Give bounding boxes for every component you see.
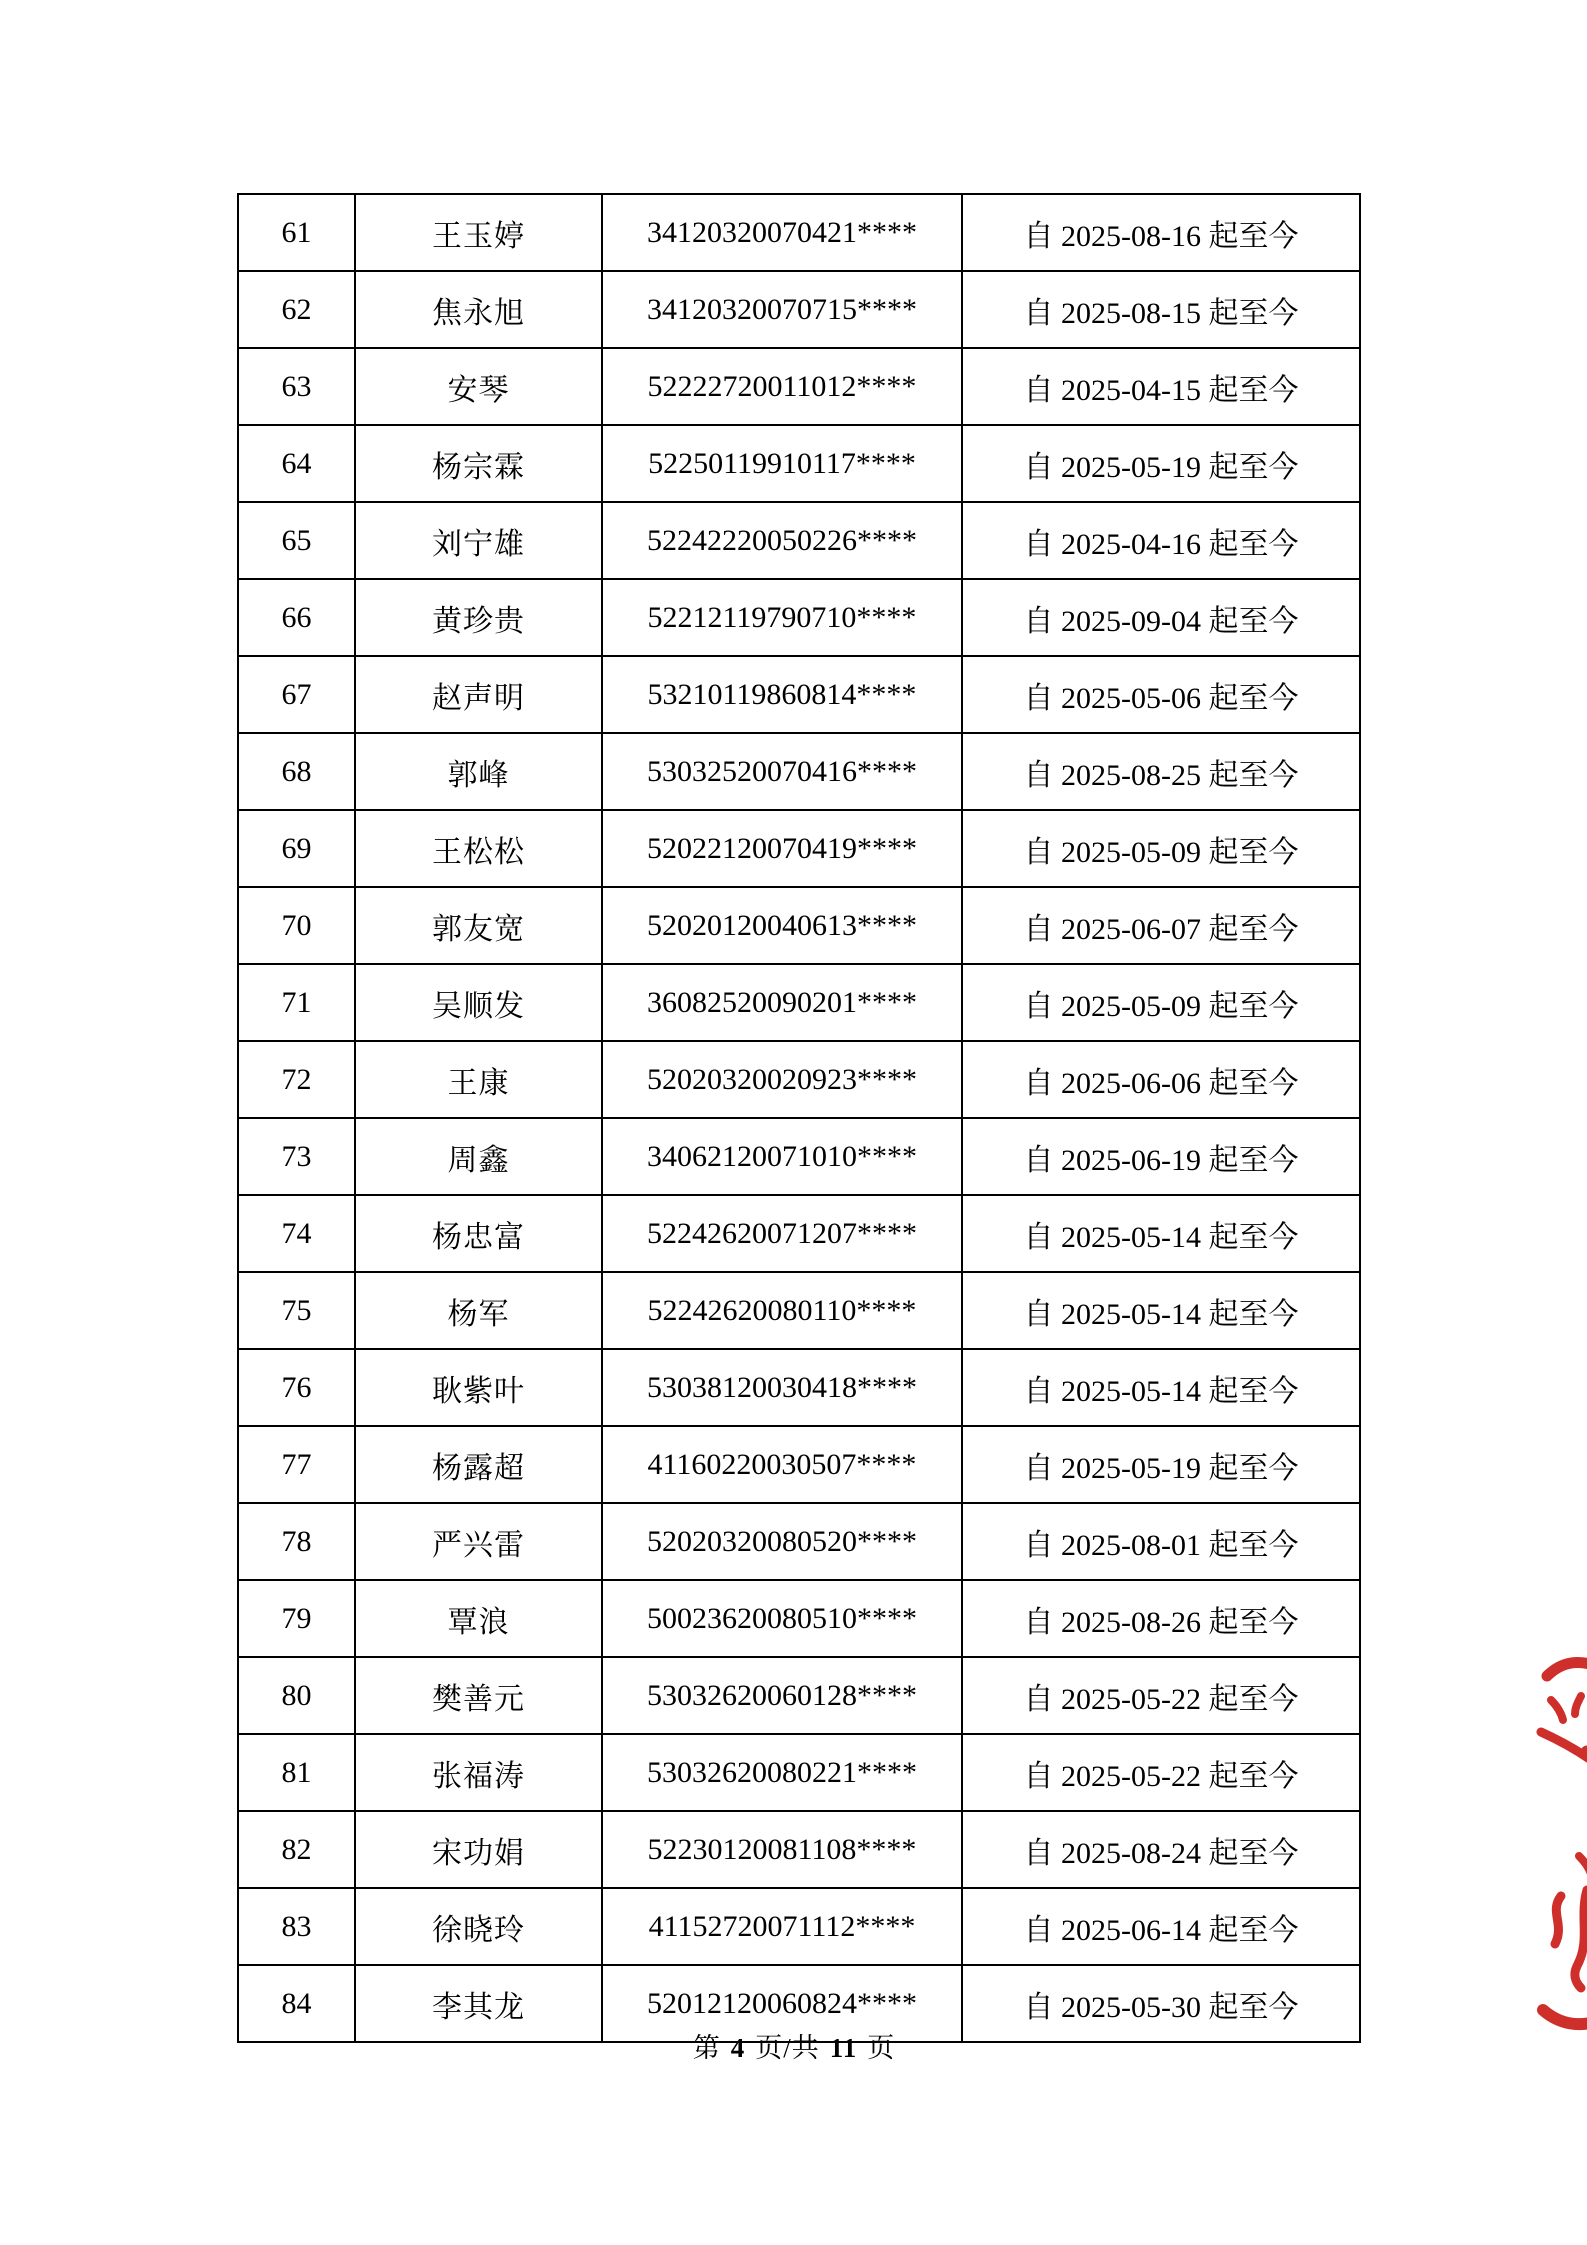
table-row — [238, 1349, 1360, 1426]
footer-page-number: 4 — [730, 2033, 746, 2063]
id-number-cell: 34062120071010**** — [602, 1118, 962, 1195]
row-number-cell: 67 — [238, 656, 355, 733]
seal-stroke — [1551, 1700, 1563, 1720]
table-row — [238, 502, 1360, 579]
table-row — [238, 1195, 1360, 1272]
name-cell: 王松松 — [355, 810, 602, 887]
id-number-cell: 52022120070419**** — [602, 810, 962, 887]
id-number-cell: 34120320070421**** — [602, 194, 962, 271]
row-number-cell: 80 — [238, 1657, 355, 1734]
table-row — [238, 1503, 1360, 1580]
id-number-cell: 53038120030418**** — [602, 1349, 962, 1426]
table-row — [238, 1272, 1360, 1349]
period-cell: 自 2025-06-06 起至今 — [962, 1041, 1360, 1118]
period-cell: 自 2025-05-19 起至今 — [962, 425, 1360, 502]
name-cell: 王康 — [355, 1041, 602, 1118]
table-row — [238, 1888, 1360, 1965]
period-cell: 自 2025-05-14 起至今 — [962, 1195, 1360, 1272]
id-number-cell: 53032620060128**** — [602, 1657, 962, 1734]
page-footer — [237, 2026, 1351, 2065]
id-number-cell: 52250119910117**** — [602, 425, 962, 502]
id-number-cell: 52020120040613**** — [602, 887, 962, 964]
name-cell: 杨军 — [355, 1272, 602, 1349]
seal-stroke — [1555, 1896, 1561, 1944]
period-cell: 自 2025-06-07 起至今 — [962, 887, 1360, 964]
table-row — [238, 1041, 1360, 1118]
id-number-cell: 34120320070715**** — [602, 271, 962, 348]
name-cell: 杨露超 — [355, 1426, 602, 1503]
name-cell: 杨宗霖 — [355, 425, 602, 502]
row-number-cell: 69 — [238, 810, 355, 887]
period-cell: 自 2025-05-14 起至今 — [962, 1272, 1360, 1349]
id-number-cell: 52012120060824**** — [602, 1965, 962, 2042]
table-row — [238, 425, 1360, 502]
table-row — [238, 733, 1360, 810]
row-number-cell: 71 — [238, 964, 355, 1041]
row-number-cell: 65 — [238, 502, 355, 579]
name-cell: 郭峰 — [355, 733, 602, 810]
row-number-cell: 78 — [238, 1503, 355, 1580]
id-number-cell: 52242620071207**** — [602, 1195, 962, 1272]
id-number-cell: 52020320020923**** — [602, 1041, 962, 1118]
row-number-cell: 81 — [238, 1734, 355, 1811]
footer-separator: 页/共 — [755, 2033, 820, 2063]
name-cell: 郭友宽 — [355, 887, 602, 964]
table-row — [238, 887, 1360, 964]
name-cell: 焦永旭 — [355, 271, 602, 348]
name-cell: 李其龙 — [355, 1965, 602, 2042]
seal-stroke — [1543, 2010, 1587, 2024]
name-cell: 张福涛 — [355, 1734, 602, 1811]
row-number-cell: 62 — [238, 271, 355, 348]
name-cell: 樊善元 — [355, 1657, 602, 1734]
id-number-cell: 52242220050226**** — [602, 502, 962, 579]
table-row — [238, 656, 1360, 733]
name-cell: 周鑫 — [355, 1118, 602, 1195]
table-row — [238, 194, 1360, 271]
footer-prefix: 第 — [692, 2033, 721, 2063]
row-number-cell: 64 — [238, 425, 355, 502]
period-cell: 自 2025-05-22 起至今 — [962, 1734, 1360, 1811]
id-number-cell: 36082520090201**** — [602, 964, 962, 1041]
period-cell: 自 2025-05-19 起至今 — [962, 1426, 1360, 1503]
name-cell: 覃浪 — [355, 1580, 602, 1657]
name-cell: 安琴 — [355, 348, 602, 425]
id-number-cell: 53032520070416**** — [602, 733, 962, 810]
red-seal-fragment-icon — [1535, 1648, 1587, 2048]
roster-body — [238, 194, 1360, 2042]
name-cell: 杨忠富 — [355, 1195, 602, 1272]
name-cell: 吴顺发 — [355, 964, 602, 1041]
table-row — [238, 1657, 1360, 1734]
period-cell: 自 2025-04-16 起至今 — [962, 502, 1360, 579]
period-cell: 自 2025-05-22 起至今 — [962, 1657, 1360, 1734]
roster-table — [237, 193, 1361, 2043]
period-cell: 自 2025-08-24 起至今 — [962, 1811, 1360, 1888]
row-number-cell: 61 — [238, 194, 355, 271]
table-row — [238, 964, 1360, 1041]
row-number-cell: 63 — [238, 348, 355, 425]
period-cell: 自 2025-05-30 起至今 — [962, 1965, 1360, 2042]
footer-suffix: 页 — [867, 2033, 896, 2063]
name-cell: 宋功娟 — [355, 1811, 602, 1888]
row-number-cell: 79 — [238, 1580, 355, 1657]
name-cell: 赵声明 — [355, 656, 602, 733]
footer-total-pages: 11 — [829, 2033, 858, 2063]
period-cell: 自 2025-08-25 起至今 — [962, 733, 1360, 810]
period-cell: 自 2025-04-15 起至今 — [962, 348, 1360, 425]
row-number-cell: 76 — [238, 1349, 355, 1426]
period-cell: 自 2025-08-15 起至今 — [962, 271, 1360, 348]
id-number-cell: 53210119860814**** — [602, 656, 962, 733]
period-cell: 自 2025-08-26 起至今 — [962, 1580, 1360, 1657]
seal-stroke — [1579, 1856, 1587, 1874]
row-number-cell: 70 — [238, 887, 355, 964]
name-cell: 王玉婷 — [355, 194, 602, 271]
period-cell: 自 2025-05-09 起至今 — [962, 810, 1360, 887]
table-row — [238, 1734, 1360, 1811]
row-number-cell: 82 — [238, 1811, 355, 1888]
table-row — [238, 1426, 1360, 1503]
seal-stroke — [1541, 1732, 1587, 1766]
id-number-cell: 41160220030507**** — [602, 1426, 962, 1503]
seal-stroke — [1547, 1662, 1587, 1676]
period-cell: 自 2025-09-04 起至今 — [962, 579, 1360, 656]
period-cell: 自 2025-08-01 起至今 — [962, 1503, 1360, 1580]
name-cell: 徐晓玲 — [355, 1888, 602, 1965]
period-cell: 自 2025-06-14 起至今 — [962, 1888, 1360, 1965]
id-number-cell: 52222720011012**** — [602, 348, 962, 425]
row-number-cell: 73 — [238, 1118, 355, 1195]
seal-stroke — [1575, 1890, 1587, 1988]
row-number-cell: 68 — [238, 733, 355, 810]
id-number-cell: 53032620080221**** — [602, 1734, 962, 1811]
row-number-cell: 72 — [238, 1041, 355, 1118]
row-number-cell: 75 — [238, 1272, 355, 1349]
period-cell: 自 2025-05-06 起至今 — [962, 656, 1360, 733]
id-number-cell: 52242620080110**** — [602, 1272, 962, 1349]
name-cell: 黄珍贵 — [355, 579, 602, 656]
name-cell: 耿紫叶 — [355, 1349, 602, 1426]
table-row — [238, 1580, 1360, 1657]
table-row — [238, 1811, 1360, 1888]
id-number-cell: 41152720071112**** — [602, 1888, 962, 1965]
name-cell: 严兴雷 — [355, 1503, 602, 1580]
table-row — [238, 271, 1360, 348]
id-number-cell: 52212119790710**** — [602, 579, 962, 656]
table-row — [238, 348, 1360, 425]
period-cell: 自 2025-05-09 起至今 — [962, 964, 1360, 1041]
row-number-cell: 74 — [238, 1195, 355, 1272]
period-cell: 自 2025-08-16 起至今 — [962, 194, 1360, 271]
period-cell: 自 2025-06-19 起至今 — [962, 1118, 1360, 1195]
table-row — [238, 579, 1360, 656]
name-cell: 刘宁雄 — [355, 502, 602, 579]
id-number-cell: 52020320080520**** — [602, 1503, 962, 1580]
table-row — [238, 810, 1360, 887]
period-cell: 自 2025-05-14 起至今 — [962, 1349, 1360, 1426]
row-number-cell: 84 — [238, 1965, 355, 2042]
id-number-cell: 52230120081108**** — [602, 1811, 962, 1888]
id-number-cell: 50023620080510**** — [602, 1580, 962, 1657]
row-number-cell: 66 — [238, 579, 355, 656]
row-number-cell: 83 — [238, 1888, 355, 1965]
row-number-cell: 77 — [238, 1426, 355, 1503]
table-row — [238, 1118, 1360, 1195]
seal-stroke — [1575, 1696, 1581, 1714]
